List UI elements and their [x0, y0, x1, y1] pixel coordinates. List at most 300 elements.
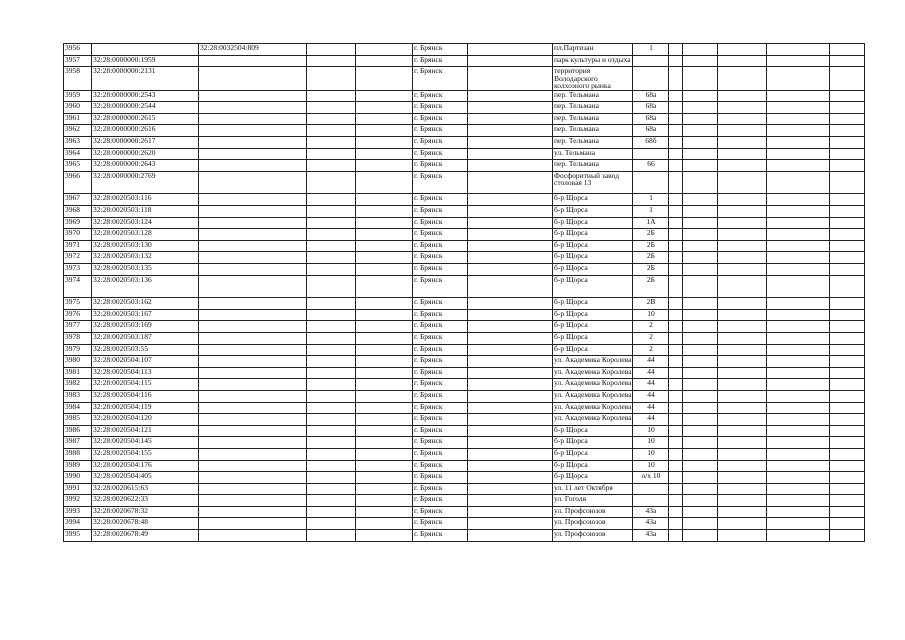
table-row: [64, 506, 865, 518]
row-number: 3965: [64, 160, 92, 172]
cadastral-number: 32:28:0020504:116: [92, 390, 199, 402]
row-number: 3956: [64, 44, 92, 56]
empty-cell: [683, 437, 718, 449]
empty-cell: [718, 518, 767, 530]
row-number: 3981: [64, 367, 92, 379]
empty-cell: [683, 252, 718, 264]
cadastral-number: 32:28:0000000:2544: [92, 102, 199, 114]
empty-cell: [830, 44, 865, 56]
cadastral-number: 32:28:0020503:135: [92, 264, 199, 276]
city: г. Брянск: [413, 194, 468, 206]
empty-cell: [718, 275, 767, 298]
empty-cell: [767, 217, 830, 229]
empty-cell: [830, 113, 865, 125]
empty-cell: [307, 229, 356, 241]
empty-cell: [468, 55, 553, 67]
cadastral-number-alt: [199, 171, 307, 194]
empty-cell: [468, 264, 553, 276]
empty-cell: [468, 90, 553, 102]
table-row: [64, 264, 865, 276]
empty-cell: [356, 472, 413, 484]
empty-cell: [307, 472, 356, 484]
empty-cell: [767, 137, 830, 149]
empty-cell: [718, 344, 767, 356]
street: б-р Щорса: [553, 472, 633, 484]
empty-cell: [468, 530, 553, 542]
empty-cell: [356, 367, 413, 379]
empty-cell: [307, 437, 356, 449]
table-row: [64, 90, 865, 102]
empty-cell: [683, 275, 718, 298]
street: б-р Щорса: [553, 437, 633, 449]
empty-cell: [830, 137, 865, 149]
empty-cell: [307, 518, 356, 530]
city: г. Брянск: [413, 55, 468, 67]
empty-cell: [356, 414, 413, 426]
cadastral-number-alt: [199, 309, 307, 321]
cadastral-number-alt: [199, 217, 307, 229]
street: пер. Тельмана: [553, 137, 633, 149]
empty-cell: [830, 298, 865, 310]
cadastral-number: 32:28:0020678:49: [92, 530, 199, 542]
empty-cell: [718, 321, 767, 333]
city: г. Брянск: [413, 414, 468, 426]
empty-cell: [468, 113, 553, 125]
empty-cell: [830, 367, 865, 379]
empty-cell: [468, 518, 553, 530]
empty-cell: [830, 321, 865, 333]
table-row: [64, 160, 865, 172]
row-number: 3968: [64, 206, 92, 218]
empty-cell: [307, 506, 356, 518]
table-row: [64, 125, 865, 137]
empty-cell: [307, 332, 356, 344]
street: б-р Щорса: [553, 275, 633, 298]
cadastral-number: 32:28:0000000:2643: [92, 160, 199, 172]
empty-cell: [307, 194, 356, 206]
empty-cell: [669, 321, 683, 333]
cadastral-number-alt: 32:28:0032504:809: [199, 44, 307, 56]
cadastral-number: 32:28:0020503:124: [92, 217, 199, 229]
empty-cell: [468, 437, 553, 449]
empty-cell: [683, 217, 718, 229]
house-number: 68а: [633, 113, 669, 125]
empty-cell: [767, 448, 830, 460]
house-number: 2: [633, 321, 669, 333]
cadastral-number-alt: [199, 229, 307, 241]
empty-cell: [830, 90, 865, 102]
street: ул. Профсоюзов: [553, 518, 633, 530]
cadastral-number-alt: [199, 379, 307, 391]
street: пер. Тельмана: [553, 102, 633, 114]
empty-cell: [830, 402, 865, 414]
empty-cell: [669, 506, 683, 518]
empty-cell: [830, 55, 865, 67]
empty-cell: [468, 332, 553, 344]
empty-cell: [718, 425, 767, 437]
street: ул. Академика Королева: [553, 402, 633, 414]
empty-cell: [683, 367, 718, 379]
house-number: 2Б: [633, 264, 669, 276]
cadastral-number-alt: [199, 160, 307, 172]
empty-cell: [669, 171, 683, 194]
empty-cell: [307, 460, 356, 472]
empty-cell: [767, 332, 830, 344]
empty-cell: [767, 102, 830, 114]
row-number: 3980: [64, 356, 92, 368]
empty-cell: [683, 171, 718, 194]
empty-cell: [356, 44, 413, 56]
empty-cell: [669, 332, 683, 344]
city: г. Брянск: [413, 425, 468, 437]
empty-cell: [767, 309, 830, 321]
cadastral-number-alt: [199, 332, 307, 344]
empty-cell: [718, 414, 767, 426]
cadastral-number-alt: [199, 437, 307, 449]
empty-cell: [830, 171, 865, 194]
empty-cell: [767, 44, 830, 56]
table-row: [64, 518, 865, 530]
empty-cell: [683, 206, 718, 218]
street: ул. Гоголя: [553, 495, 633, 507]
empty-cell: [830, 67, 865, 91]
city: г. Брянск: [413, 252, 468, 264]
empty-cell: [830, 332, 865, 344]
empty-cell: [767, 379, 830, 391]
table-row: [64, 356, 865, 368]
empty-cell: [356, 379, 413, 391]
house-number: 68а: [633, 125, 669, 137]
empty-cell: [767, 472, 830, 484]
cadastral-number-alt: [199, 55, 307, 67]
table-row: [64, 137, 865, 149]
empty-cell: [767, 356, 830, 368]
empty-cell: [307, 425, 356, 437]
empty-cell: [669, 55, 683, 67]
empty-cell: [307, 137, 356, 149]
cadastral-number-alt: [199, 425, 307, 437]
city: г. Брянск: [413, 390, 468, 402]
empty-cell: [356, 321, 413, 333]
cadastral-number: 32:28:0020503:169: [92, 321, 199, 333]
street: б-р Щорса: [553, 448, 633, 460]
empty-cell: [307, 309, 356, 321]
empty-cell: [767, 148, 830, 160]
empty-cell: [718, 495, 767, 507]
empty-cell: [468, 171, 553, 194]
house-number: 10: [633, 309, 669, 321]
empty-cell: [669, 113, 683, 125]
table-row: [64, 309, 865, 321]
street: ул. Академика Королева: [553, 414, 633, 426]
street: пер. Тельмана: [553, 125, 633, 137]
empty-cell: [767, 437, 830, 449]
empty-cell: [830, 460, 865, 472]
empty-cell: [718, 460, 767, 472]
house-number: 1: [633, 44, 669, 56]
empty-cell: [468, 390, 553, 402]
empty-cell: [468, 44, 553, 56]
cadastral-number: 32:28:0020503:130: [92, 240, 199, 252]
row-number: 3963: [64, 137, 92, 149]
empty-cell: [683, 460, 718, 472]
empty-cell: [830, 518, 865, 530]
empty-cell: [767, 344, 830, 356]
empty-cell: [356, 148, 413, 160]
street: б-р Щорса: [553, 206, 633, 218]
empty-cell: [767, 194, 830, 206]
row-number: 3988: [64, 448, 92, 460]
empty-cell: [830, 229, 865, 241]
empty-cell: [718, 194, 767, 206]
cadastral-number: 32:28:0000000:2543: [92, 90, 199, 102]
street: ул. Академика Королева: [553, 367, 633, 379]
empty-cell: [356, 425, 413, 437]
empty-cell: [683, 102, 718, 114]
row-number: 3969: [64, 217, 92, 229]
empty-cell: [468, 495, 553, 507]
row-number: 3971: [64, 240, 92, 252]
empty-cell: [468, 206, 553, 218]
empty-cell: [767, 125, 830, 137]
empty-cell: [307, 148, 356, 160]
house-number: [633, 67, 669, 91]
cadastral-number: 32:28:0020503:116: [92, 194, 199, 206]
table-row: [64, 390, 865, 402]
row-number: 3986: [64, 425, 92, 437]
empty-cell: [307, 206, 356, 218]
empty-cell: [669, 44, 683, 56]
cadastral-number: 32:28:0020504:120: [92, 414, 199, 426]
cadastral-number: 32:28:0000000:2616: [92, 125, 199, 137]
table-row: [64, 229, 865, 241]
street: ул. Профсоюзов: [553, 530, 633, 542]
empty-cell: [683, 390, 718, 402]
row-number: 3995: [64, 530, 92, 542]
empty-cell: [669, 264, 683, 276]
empty-cell: [356, 309, 413, 321]
empty-cell: [307, 44, 356, 56]
empty-cell: [683, 472, 718, 484]
cadastral-number-alt: [199, 206, 307, 218]
empty-cell: [683, 356, 718, 368]
empty-cell: [669, 252, 683, 264]
row-number: 3967: [64, 194, 92, 206]
cadastral-number: 32:28:0020504:115: [92, 379, 199, 391]
street: пер. Тельмана: [553, 113, 633, 125]
cadastral-number-alt: [199, 472, 307, 484]
empty-cell: [307, 160, 356, 172]
house-number: 2: [633, 332, 669, 344]
table-row: [64, 483, 865, 495]
empty-cell: [718, 367, 767, 379]
empty-cell: [683, 425, 718, 437]
empty-cell: [830, 217, 865, 229]
cadastral-number-alt: [199, 506, 307, 518]
empty-cell: [468, 309, 553, 321]
house-number: 2В: [633, 298, 669, 310]
empty-cell: [669, 356, 683, 368]
city: г. Брянск: [413, 437, 468, 449]
cadastral-number: 32:28:0000000:2617: [92, 137, 199, 149]
empty-cell: [669, 344, 683, 356]
empty-cell: [468, 506, 553, 518]
house-number: 2: [633, 344, 669, 356]
cadastral-number-alt: [199, 518, 307, 530]
cadastral-number: 32:28:0020503:132: [92, 252, 199, 264]
row-number: 3987: [64, 437, 92, 449]
empty-cell: [718, 148, 767, 160]
empty-cell: [767, 275, 830, 298]
table-row: [64, 425, 865, 437]
row-number: 3959: [64, 90, 92, 102]
house-number: 68б: [633, 137, 669, 149]
empty-cell: [683, 530, 718, 542]
city: г. Брянск: [413, 229, 468, 241]
empty-cell: [683, 448, 718, 460]
cadastral-number: 32:28:0020503:136: [92, 275, 199, 298]
empty-cell: [718, 298, 767, 310]
row-number: 3992: [64, 495, 92, 507]
empty-cell: [669, 402, 683, 414]
city: г. Брянск: [413, 264, 468, 276]
empty-cell: [468, 217, 553, 229]
empty-cell: [830, 194, 865, 206]
empty-cell: [356, 460, 413, 472]
row-number: 3976: [64, 309, 92, 321]
empty-cell: [669, 530, 683, 542]
cadastral-number-alt: [199, 264, 307, 276]
empty-cell: [307, 367, 356, 379]
empty-cell: [307, 402, 356, 414]
empty-cell: [356, 90, 413, 102]
cadastral-number-alt: [199, 530, 307, 542]
empty-cell: [307, 125, 356, 137]
cadastral-number-alt: [199, 414, 307, 426]
row-number: 3966: [64, 171, 92, 194]
empty-cell: [356, 102, 413, 114]
row-number: 3989: [64, 460, 92, 472]
empty-cell: [669, 367, 683, 379]
table-row: [64, 472, 865, 484]
empty-cell: [683, 298, 718, 310]
empty-cell: [307, 252, 356, 264]
empty-cell: [468, 379, 553, 391]
empty-cell: [767, 518, 830, 530]
empty-cell: [669, 148, 683, 160]
empty-cell: [468, 483, 553, 495]
cadastral-number-alt: [199, 460, 307, 472]
cadastral-number-alt: [199, 390, 307, 402]
house-number: [633, 55, 669, 67]
street: б-р Щорса: [553, 264, 633, 276]
empty-cell: [767, 321, 830, 333]
empty-cell: [356, 530, 413, 542]
empty-cell: [356, 264, 413, 276]
empty-cell: [468, 356, 553, 368]
cadastral-number: 32:28:0020504:119: [92, 402, 199, 414]
empty-cell: [669, 437, 683, 449]
house-number: 1: [633, 194, 669, 206]
empty-cell: [669, 275, 683, 298]
street: б-р Щорса: [553, 298, 633, 310]
city: г. Брянск: [413, 448, 468, 460]
row-number: 3983: [64, 390, 92, 402]
empty-cell: [718, 402, 767, 414]
empty-cell: [307, 298, 356, 310]
empty-cell: [718, 217, 767, 229]
empty-cell: [669, 229, 683, 241]
empty-cell: [307, 390, 356, 402]
empty-cell: [468, 472, 553, 484]
row-number: 3973: [64, 264, 92, 276]
empty-cell: [669, 390, 683, 402]
empty-cell: [356, 356, 413, 368]
street: пер. Тельмана: [553, 160, 633, 172]
empty-cell: [830, 344, 865, 356]
house-number: [633, 495, 669, 507]
empty-cell: [830, 437, 865, 449]
empty-cell: [718, 390, 767, 402]
street: ул. Академика Королева: [553, 390, 633, 402]
cadastral-number-alt: [199, 275, 307, 298]
house-number: 10: [633, 425, 669, 437]
empty-cell: [718, 379, 767, 391]
table-row: [64, 495, 865, 507]
empty-cell: [767, 506, 830, 518]
cadastral-number: 32:28:0020504:405: [92, 472, 199, 484]
table-row: [64, 460, 865, 472]
house-number: 66: [633, 160, 669, 172]
empty-cell: [468, 321, 553, 333]
city: г. Брянск: [413, 495, 468, 507]
city: г. Брянск: [413, 367, 468, 379]
empty-cell: [468, 229, 553, 241]
empty-cell: [669, 309, 683, 321]
registry-table: [63, 43, 865, 542]
empty-cell: [830, 160, 865, 172]
empty-cell: [718, 472, 767, 484]
empty-cell: [718, 437, 767, 449]
empty-cell: [669, 125, 683, 137]
cadastral-number: 32:28:0020504:155: [92, 448, 199, 460]
empty-cell: [356, 332, 413, 344]
empty-cell: [767, 252, 830, 264]
table-row: [64, 102, 865, 114]
empty-cell: [468, 137, 553, 149]
empty-cell: [830, 275, 865, 298]
street: б-р Щорса: [553, 309, 633, 321]
table-row: [64, 113, 865, 125]
cadastral-number: 32:28:0020503:128: [92, 229, 199, 241]
empty-cell: [669, 102, 683, 114]
empty-cell: [767, 90, 830, 102]
cadastral-number: 32:28:0020503:162: [92, 298, 199, 310]
empty-cell: [356, 125, 413, 137]
cadastral-number-alt: [199, 194, 307, 206]
table-row: [64, 402, 865, 414]
street: пл.Партизан: [553, 44, 633, 56]
empty-cell: [307, 321, 356, 333]
empty-cell: [830, 252, 865, 264]
empty-cell: [683, 125, 718, 137]
empty-cell: [718, 229, 767, 241]
empty-cell: [669, 472, 683, 484]
cadastral-number: 32:28:0020503:55: [92, 344, 199, 356]
empty-cell: [767, 113, 830, 125]
house-number: [633, 148, 669, 160]
table-row: [64, 332, 865, 344]
